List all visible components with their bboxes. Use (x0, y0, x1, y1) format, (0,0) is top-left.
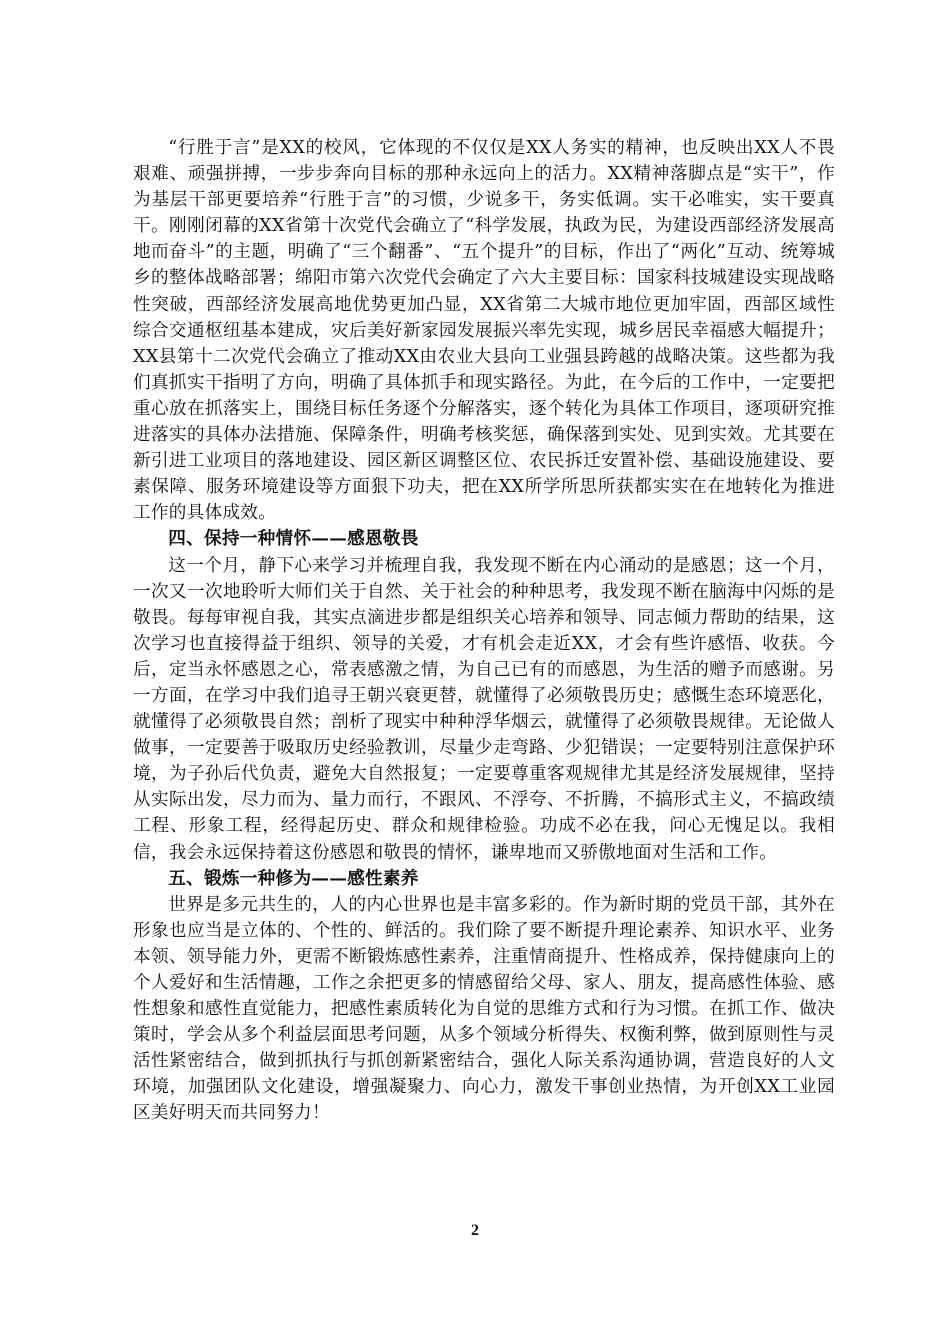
paragraph-xingshengyuyan: “行胜于言”是XX的校风，它体现的不仅仅是XX人务实的精神，也反映出XX人不畏艰难、顽强拼搏，一步步奔向目标的那种永远向上的活力。XX精神落脚点是“实干”，作为基层干部更要培养“行胜于言”的习惯，少说多干，务实低调。实干必唯实，实干要真干。刚刚闭幕的XX省第十次党代会确立了“科学发展，执政为民，为建设西部经济发展高地而奋斗”的主题，明确了“三个翻番”、“五个提升”的目标，作出了“两化”互动、统筹城乡的整体战略部署；绵阳市第六次党代会确定了六大主要目标：国家科技城建设实现战略性突破，西部经济发展高地优势更加凸显，XX省第二大城市地位更加牢固，西部区域性综合交通枢纽基本建成，灾后美好新家园发展振兴率先实现，城乡居民幸福感大幅提升；XX县第十二次党代会确立了推动XX由农业大县向工业强县跨越的战略决策。这些都为我们真抓实干指明了方向，明确了具体抓手和现实路径。为此，在今后的工作中，一定要把重心放在抓落实上，围绕目标任务逐个分解落实，逐个转化为具体工作项目，逐项研究推进落实的具体办法措施、保障条件，明确考核奖惩，确保落到实处、见到实效。尤其要在新引进工业项目的落地建设、园区新区调整区位、农民拆迁安置补偿、基础设施建设、要素保障、服务环境建设等方面狠下功夫，把在XX所学所思所获都实实在在地转化为推进工作的具体成效。 (133, 138, 835, 524)
section-heading-4: 四、保持一种情怀——感恩敬畏 (168, 528, 419, 550)
section-heading-5: 五、锻炼一种修为——感性素养 (168, 867, 419, 889)
paragraph-gratitude-reverence: 这一个月，静下心来学习并梳理自我，我发现不断在内心涌动的是感恩；这一个月，一次又一次地聆听大师们关于自然、关于社会的种种思考，我发现不断在脑海中闪烁的是敬畏。每每审视自我，其实点滴进步都是组织关心培养和领导、同志倾力帮助的结果，这次学习也直接得益于组织、领导的关爱，才有机会走近XX，才会有些许感悟、收获。今后，定当永怀感恩之心，常表感激之情，为自己已有的而感恩，为生活的赠予而感谢。另一方面，在学习中我们追寻王朝兴衰更替，就懂得了必须敬畏历史；感慨生态环境恶化，就懂得了必须敬畏自然；剖析了现实中种种浮华烟云，就懂得了必须敬畏规律。无论做人做事，一定要善于吸取历史经验教训，尽量少走弯路、少犯错误；一定要特别注意保护环境，为子孙后代负责，避免大自然报复；一定要尊重客观规律尤其是经济发展规律，坚持从实际出发，尽力而为、量力而行，不跟风、不浮夸、不折腾，不搞形式主义，不搞政绩工程、形象工程，经得起历史、群众和规律检验。功成不必在我，问心无愧足以。我相信，我会永远保持着这份感恩和敬畏的情怀，谦卑地而又骄傲地面对生活和工作。 (133, 555, 835, 863)
document-body (133, 135, 835, 1127)
paragraph-emotional-cultivation: 世界是多元共生的，人的内心世界也是丰富多彩的。作为新时期的党员干部，其外在形象也应当是立体的、个性的、鲜活的。我们除了要不断提升理论素养、知识水平、业务本领、领导能力外，更需不断锻炼感性素养，注重情商提升、性格成养，保持健康向上的个人爱好和生活情趣，工作之余把更多的情感留给父母、家人、朋友，提高感性体验、感性想象和感性直觉能力，把感性素质转化为自觉的思维方式和行为习惯。在抓工作、做决策时，学会从多个利益层面思考问题，从多个领域分析得失、权衡利弊，做到原则性与灵活性紧密结合，做到抓执行与抓创新紧密结合，强化人际关系沟通协调，营造良好的人文环境，加强团队文化建设，增强凝聚力、向心力，激发干事创业热情，为开创XX工业园区美好明天而共同努力！ (133, 894, 835, 1124)
page-number: 2 (471, 1222, 479, 1239)
